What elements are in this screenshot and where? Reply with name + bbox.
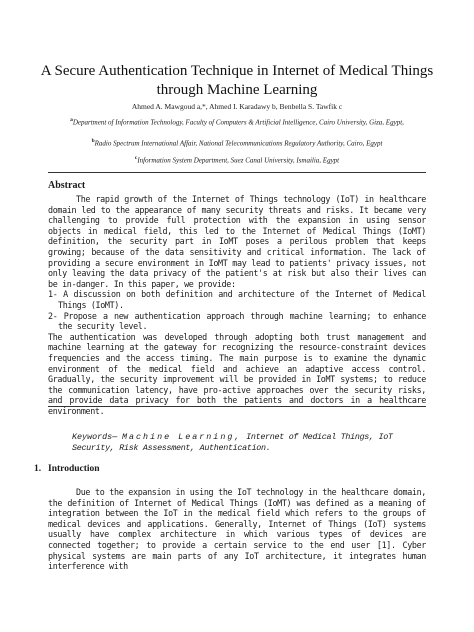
- affiliation-text: Radio Spectrum International Affair, National Telecommunications Regulatory Authority, Cairo, Egypt: [94, 139, 383, 148]
- abstract-paragraph: The authentication was developed through adopting both trust management and machine learning at the gateway for recognizing the resource-constraint devices frequencies and the access timing. The main purpose is to examine the dynamic environment of the medical field and achieve an adaptive access control. Gradually, the security improvement will be provided in IoMT systems; to reduce the communication latency, have pro-active approaches over the security risks, and provide data privacy for both the patients and doctors in a healthcare environment.: [48, 331, 426, 416]
- affiliation-c: [58, 154, 416, 165]
- affiliation-a: [58, 116, 416, 127]
- abstract-list-item: 1- A discussion on both definition and architecture of the Internet of Medical Things (IoMT).: [48, 289, 426, 310]
- introduction-body: [48, 487, 426, 572]
- abstract-list-item: 2- Propose a new authentication approach through machine learning; to enhance the security level.: [48, 310, 426, 332]
- abstract-paragraph: The rapid growth of the Internet of Things technology (IoT) in healthcare domain led to the appearance of many security threats and risks. It became very challenging to provide full protection with the expansion in using sensor objects in medical field, this led to the Internet of Medical Things (IoMT) definition, the security part in IoMT poses a perilous problem that keeps growing; because of the data sensitivity and critical information. The lack of providing a secure environment in IoMT may lead to patients' privacy issues, not only leaving the data privacy of the patient's at risk but also their lives can be in-danger. In this paper, we provide:: [48, 194, 426, 289]
- keywords-line: [72, 432, 426, 454]
- affiliation-text: Information System Department, Suez Canal University, Ismailia, Egypt: [137, 156, 340, 165]
- introduction-paragraph: Due to the expansion in using the IoT technology in the healthcare domain, the definition of Internet of Medical Things (IoMT) was defined as a meaning of integration between the IoT in the medical field which refers to the groups of medical devices and applications. Generally, Internet of Things (IoT) systems usually have complex architecture in which various types of devices are connected together; to provide a certain service to the end user [1]. Cyber physical systems are main parts of any IoT architecture, it integrates human interference with: [48, 487, 426, 572]
- abstract-body: [48, 194, 426, 416]
- section-heading: [34, 464, 100, 474]
- affiliation-mark: c: [134, 155, 138, 161]
- section-number: 1.: [34, 464, 42, 474]
- affiliation-mark: a: [70, 117, 73, 123]
- affiliation-mark: b: [91, 138, 95, 144]
- keywords-label: Keywords—: [72, 432, 118, 442]
- keyword-first: Machine Learning,: [121, 432, 242, 442]
- affiliation-text: Department of Information Technology, Faculty of Computers & Artificial Intelligence, Cairo University, Giza, Egypt,: [72, 118, 404, 127]
- abstract-divider: [48, 406, 426, 407]
- paper-title: A Secure Authentication Technique in Internet of Medical Things through Machine Learning: [40, 63, 434, 98]
- keywords-rest: Internet of Medical Things, IoT Security, Risk Assessment, Authentication.: [72, 432, 393, 453]
- top-divider: [48, 172, 426, 173]
- section-title: Introduction: [48, 464, 100, 474]
- author-list: Ahmed A. Mawgoud a,*, Ahmed I. Karadawy b, Benbella S. Tawfik c: [131, 102, 343, 111]
- abstract-heading: Abstract: [48, 180, 86, 191]
- affiliation-b: [58, 137, 416, 148]
